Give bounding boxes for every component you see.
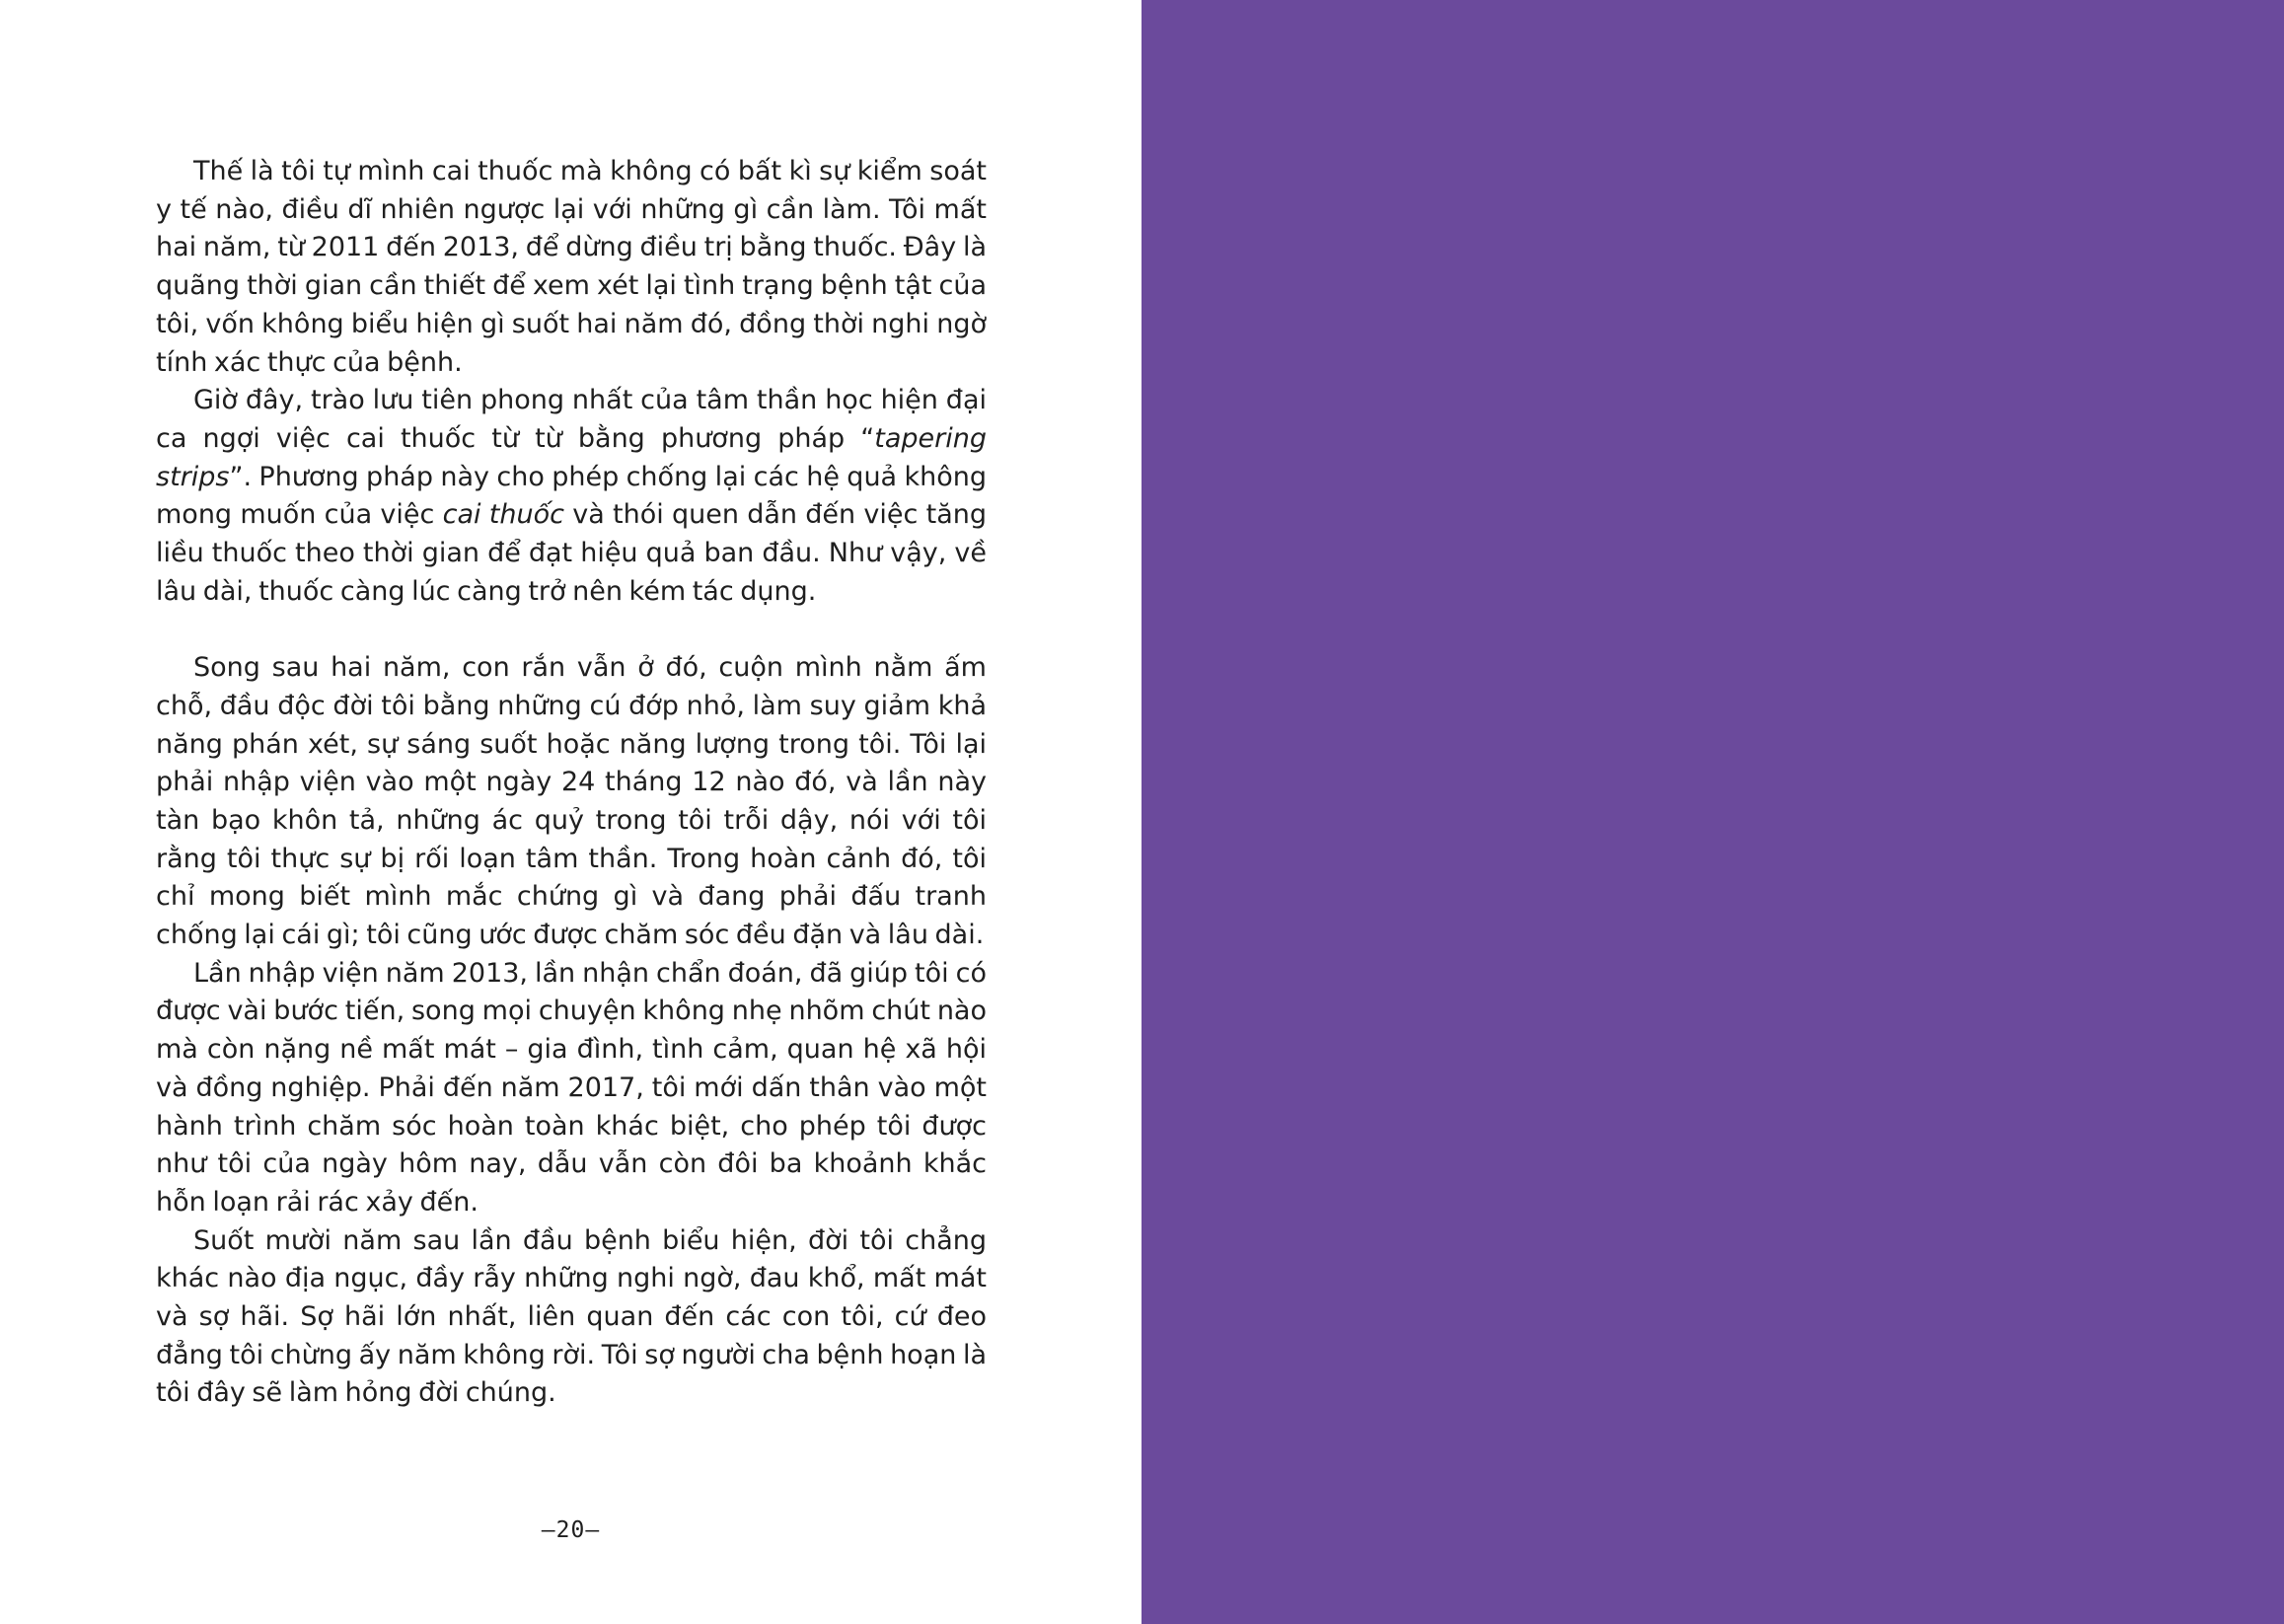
- right-page-purple-panel: [1142, 0, 2284, 1624]
- italic-cai-thuoc: cai thuốc: [442, 499, 564, 531]
- paragraph-2-text-b: ”. Phương pháp này cho phép chống lại các hệ quả không mong muốn của việc: [156, 461, 987, 531]
- page-number: –20–: [541, 1517, 601, 1543]
- paragraph-3: [156, 649, 987, 955]
- paragraph-3-text: Song sau hai năm, con rắn vẫn ở đó, cuộn mình nằm ấm chỗ, đầu độc đời tôi bằng những cú đớp nhỏ, làm suy giảm khả năng phán xét, sự sáng suốt hoặc năng lượng trong tôi. Tôi lại phải nhập viện vào một ngày 24 tháng 12 nào đó, và lần này tàn bạo khôn tả, những ác quỷ trong tôi trỗi dậy, nói với tôi rằng tôi thực sự bị rối loạn tâm thần. Trong hoàn cảnh đó, tôi chỉ mong biết mình mắc chứng gì và đang phải đấu tranh chống lại cái gì; tôi cũng ước được chăm sóc đều đặn và lâu dài.: [156, 652, 987, 951]
- paragraph-5-text: Suốt mười năm sau lần đầu bệnh biểu hiện, đời tôi chẳng khác nào địa ngục, đầy rẫy những nghi ngờ, đau khổ, mất mát và sợ hãi. Sợ hãi lớn nhất, liên quan đến các con tôi, cứ đeo đẳng tôi chừng ấy năm không rời. Tôi sợ người cha bệnh hoạn là tôi đây sẽ làm hỏng đời chúng.: [156, 1224, 987, 1409]
- paragraph-1: [156, 153, 987, 382]
- paragraph-2-text-a: Giờ đây, trào lưu tiên phong nhất của tâm thần học hiện đại ca ngợi việc cai thuốc từ từ bằng phương pháp “: [156, 385, 987, 454]
- body-text: [156, 153, 987, 1413]
- paragraph-1-text: Thế là tôi tự mình cai thuốc mà không có bất kì sự kiểm soát y tế nào, điều dĩ nhiên ngược lại với những gì cần làm. Tôi mất hai năm, từ 2011 đến 2013, để dừng điều trị bằng thuốc. Đây là quãng thời gian cần thiết để xem xét lại tình trạng bệnh tật của tôi, vốn không biểu hiện gì suốt hai năm đó, đồng thời nghi ngờ tính xác thực của bệnh.: [156, 156, 987, 378]
- paragraph-4-text: Lần nhập viện năm 2013, lần nhận chẩn đoán, đã giúp tôi có được vài bước tiến, song mọi chuyện không nhẹ nhõm chút nào mà còn nặng nề mất mát – gia đình, tình cảm, quan hệ xã hội và đồng nghiệp. Phải đến năm 2017, tôi mới dấn thân vào một hành trình chăm sóc hoàn toàn khác biệt, cho phép tôi được như tôi của ngày hôm nay, dẫu vẫn còn đôi ba khoảnh khắc hỗn loạn rải rác xảy đến.: [156, 957, 987, 1218]
- paragraph-2-text-c: và thói quen dẫn đến việc tăng liều thuốc theo thời gian để đạt hiệu quả ban đầu. Như vậy, về lâu dài, thuốc càng lúc càng trở nên kém tác dụng.: [156, 499, 987, 607]
- paragraph-4: [156, 955, 987, 1222]
- paragraph-5: [156, 1222, 987, 1414]
- paragraph-2: [156, 382, 987, 611]
- italic-tapering-strips: tapering strips: [156, 422, 987, 492]
